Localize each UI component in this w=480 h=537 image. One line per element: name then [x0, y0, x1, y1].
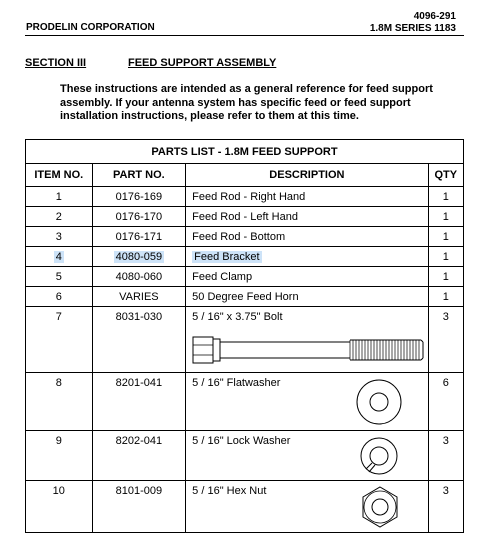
part-no: 0176-170 — [92, 207, 186, 227]
item-no: 7 — [26, 307, 93, 373]
part-no: 8202-041 — [92, 431, 186, 481]
description-text: 5 / 16" Lock Washer — [192, 435, 291, 447]
qty: 6 — [428, 373, 463, 431]
item-no: 3 — [26, 227, 93, 247]
company-name: PRODELIN CORPORATION — [26, 22, 155, 33]
description — [186, 373, 428, 431]
hex-nut-illustration — [358, 485, 402, 529]
parts-list-title: PARTS LIST - 1.8M FEED SUPPORT — [26, 140, 464, 164]
description: Feed Rod - Left Hand — [186, 207, 428, 227]
item-no: 10 — [26, 481, 93, 533]
col-qty: QTY — [428, 164, 463, 187]
qty: 1 — [428, 207, 463, 227]
qty: 1 — [428, 287, 463, 307]
part-no: VARIES — [92, 287, 186, 307]
part-no: 8101-009 — [92, 481, 186, 533]
item-no: 6 — [26, 287, 93, 307]
table-row — [26, 227, 464, 247]
item-no: 1 — [26, 187, 93, 207]
description: 50 Degree Feed Horn — [186, 287, 428, 307]
selected-text[interactable]: Feed Bracket — [194, 250, 260, 263]
description — [186, 247, 428, 267]
description: Feed Rod - Right Hand — [186, 187, 428, 207]
qty: 3 — [428, 431, 463, 481]
part-no: 0176-171 — [92, 227, 186, 247]
table-row — [26, 307, 464, 373]
lock-washer-illustration — [356, 433, 402, 479]
description: Feed Rod - Bottom — [186, 227, 428, 247]
bolt-illustration — [190, 333, 430, 367]
qty: 1 — [428, 267, 463, 287]
table-row — [26, 481, 464, 533]
doc-header-right — [370, 11, 456, 35]
table-row — [26, 287, 464, 307]
col-item-no: ITEM NO. — [26, 164, 93, 187]
flatwasher-illustration — [352, 375, 406, 429]
table-row — [26, 431, 464, 481]
qty: 3 — [428, 307, 463, 373]
part-no: 0176-169 — [92, 187, 186, 207]
qty: 1 — [428, 247, 463, 267]
section-number: SECTION III — [25, 57, 87, 69]
item-no: 2 — [26, 207, 93, 227]
col-description: DESCRIPTION — [186, 164, 428, 187]
qty: 1 — [428, 187, 463, 207]
doc-number: 4096-291 — [413, 11, 456, 22]
parts-list-title-row — [26, 140, 464, 164]
selected-text[interactable]: 4 — [55, 250, 62, 263]
table-row-selected[interactable] — [26, 247, 464, 267]
description: Feed Clamp — [186, 267, 428, 287]
section-title: FEED SUPPORT ASSEMBLY — [128, 57, 277, 69]
item-no: 8 — [26, 373, 93, 431]
table-row — [26, 187, 464, 207]
qty: 3 — [428, 481, 463, 533]
column-header-row — [26, 164, 464, 187]
description-text: 5 / 16" Hex Nut — [192, 485, 267, 497]
qty: 1 — [428, 227, 463, 247]
description — [186, 431, 428, 481]
part-no: 8201-041 — [92, 373, 186, 431]
description-text: 5 / 16" Flatwasher — [192, 377, 281, 389]
description — [186, 481, 428, 533]
description-text: 5 / 16" x 3.75" Bolt — [192, 311, 283, 323]
table-row — [26, 373, 464, 431]
col-part-no: PART NO. — [92, 164, 186, 187]
table-row — [26, 267, 464, 287]
part-no — [92, 247, 186, 267]
series-label: 1.8M SERIES 1183 — [369, 23, 456, 34]
item-no: 9 — [26, 431, 93, 481]
intro-paragraph: These instructions are intended as a general reference for feed support assembly. If your antenna system has specific feed or feed support installation instructions, please refer to them at this time. — [60, 83, 433, 122]
item-no: 5 — [26, 267, 93, 287]
selected-text[interactable]: 4080-059 — [115, 250, 163, 263]
table-row — [26, 207, 464, 227]
parts-list-table — [25, 139, 464, 533]
item-no — [26, 247, 93, 267]
description — [186, 307, 428, 373]
header-rule — [25, 35, 464, 36]
part-no: 8031-030 — [92, 307, 186, 373]
part-no: 4080-060 — [92, 267, 186, 287]
